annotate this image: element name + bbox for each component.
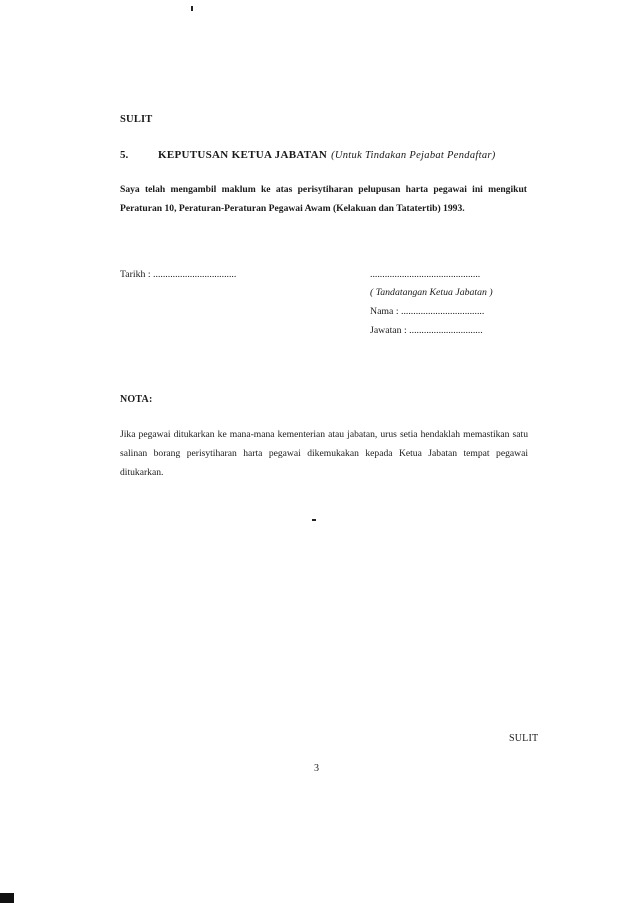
date-field: Tarikh : ..................................	[120, 269, 237, 280]
section-title	[158, 149, 496, 161]
scan-corner-mark	[0, 893, 14, 903]
header-classification: SULIT	[120, 114, 153, 125]
signature-line: .............................................	[370, 269, 481, 280]
section-heading	[120, 149, 540, 165]
note-heading: NOTA:	[120, 394, 153, 405]
note-text: Jika pegawai ditukarkan ke mana-mana kementerian atau jabatan, urus setia hendaklah memastikan satu salinan borang perisytiharan harta pegawai dikemukakan kepada Ketua Jabatan tempat pegawai ditukarkan.	[120, 429, 528, 478]
position-field: Jawatan : ..............................	[370, 325, 483, 336]
scan-speck	[312, 519, 316, 521]
name-field: Nama : ..................................	[370, 306, 485, 317]
section-subtitle: (Untuk Tindakan Pejabat Pendaftar)	[331, 150, 496, 161]
footer-classification: SULIT	[509, 733, 539, 744]
page-number: 3	[314, 763, 319, 774]
section-title-text: KEPUTUSAN KETUA JABATAN	[158, 149, 328, 161]
declaration-text: Saya telah mengambil maklum ke atas perisytiharan pelupusan harta pegawai ini mengikut Peraturan 10, Peraturan-Peraturan Pegawai Awam (Kelakuan dan Tatatertib) 1993.	[120, 184, 527, 214]
scan-speck	[191, 6, 193, 11]
section-number: 5.	[120, 149, 129, 161]
signature-caption: ( Tandatangan Ketua Jabatan )	[370, 287, 493, 298]
